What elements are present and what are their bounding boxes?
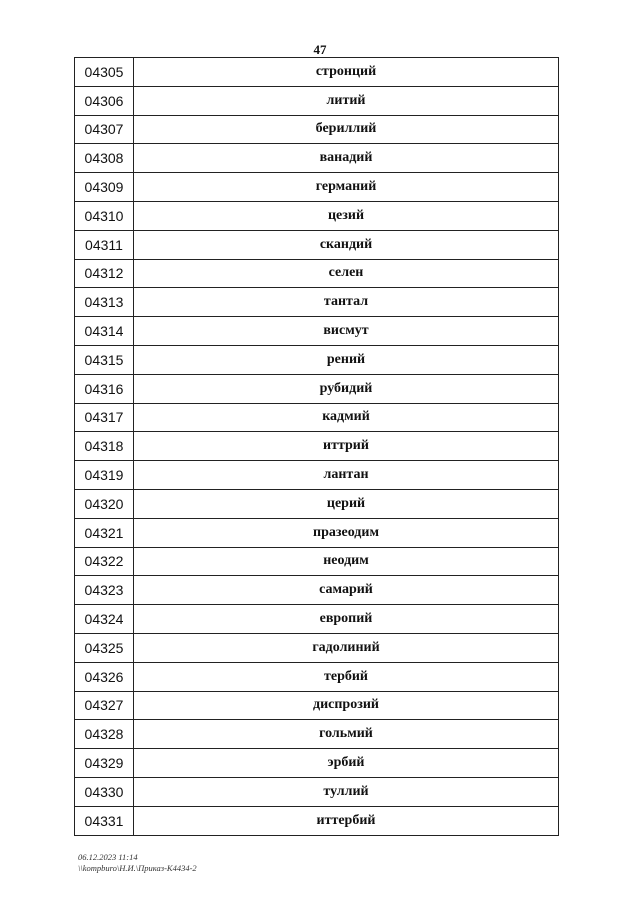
row-code: 04310 [75, 201, 134, 230]
row-element-name: рубидий [134, 374, 559, 403]
row-element-name: стронций [134, 58, 559, 87]
row-code: 04324 [75, 605, 134, 634]
row-code: 04322 [75, 547, 134, 576]
row-code: 04307 [75, 115, 134, 144]
table-row [75, 201, 559, 230]
row-element-name: лантан [134, 461, 559, 490]
row-code: 04331 [75, 806, 134, 835]
row-code: 04313 [75, 288, 134, 317]
row-code: 04319 [75, 461, 134, 490]
table-row [75, 173, 559, 202]
row-code: 04318 [75, 432, 134, 461]
row-element-name: висмут [134, 317, 559, 346]
row-element-name: самарий [134, 576, 559, 605]
table-row [75, 489, 559, 518]
row-element-name: рений [134, 345, 559, 374]
table-row [75, 777, 559, 806]
row-element-name: германий [134, 173, 559, 202]
table-row [75, 58, 559, 87]
row-element-name: гольмий [134, 720, 559, 749]
row-element-name: кадмий [134, 403, 559, 432]
row-code: 04306 [75, 86, 134, 115]
row-code: 04327 [75, 691, 134, 720]
row-code: 04316 [75, 374, 134, 403]
row-code: 04320 [75, 489, 134, 518]
row-element-name: европий [134, 605, 559, 634]
footer-date: 06.12.2023 11:14 [78, 852, 138, 862]
codes-table-body [75, 58, 559, 836]
table-row [75, 288, 559, 317]
row-code: 04312 [75, 259, 134, 288]
table-row [75, 691, 559, 720]
row-code: 04317 [75, 403, 134, 432]
table-row [75, 720, 559, 749]
table-row [75, 259, 559, 288]
row-element-name: селен [134, 259, 559, 288]
table-row [75, 86, 559, 115]
row-element-name: цезий [134, 201, 559, 230]
table-row [75, 317, 559, 346]
row-code: 04330 [75, 777, 134, 806]
row-element-name: празеодим [134, 518, 559, 547]
row-code: 04311 [75, 230, 134, 259]
row-element-name: церий [134, 489, 559, 518]
table-row [75, 374, 559, 403]
table-row [75, 576, 559, 605]
row-code: 04325 [75, 633, 134, 662]
row-code: 04315 [75, 345, 134, 374]
row-code: 04329 [75, 749, 134, 778]
table-row [75, 547, 559, 576]
row-code: 04328 [75, 720, 134, 749]
table-row [75, 518, 559, 547]
page-number: 47 [313, 42, 327, 57]
row-element-name: эрбий [134, 749, 559, 778]
footer-path: \\kompburo\Н.И.\Приказ-К4434-2 [78, 863, 197, 873]
row-element-name: литий [134, 86, 559, 115]
table-row [75, 144, 559, 173]
table-row [75, 662, 559, 691]
row-element-name: туллий [134, 777, 559, 806]
row-code: 04314 [75, 317, 134, 346]
row-code: 04305 [75, 58, 134, 87]
codes-table [74, 57, 559, 836]
row-element-name: гадолиний [134, 633, 559, 662]
row-element-name: неодим [134, 547, 559, 576]
table-row [75, 749, 559, 778]
table-row [75, 345, 559, 374]
table-row [75, 403, 559, 432]
row-element-name: иттербий [134, 806, 559, 835]
row-element-name: диспрозий [134, 691, 559, 720]
row-element-name: тербий [134, 662, 559, 691]
table-row [75, 432, 559, 461]
row-code: 04308 [75, 144, 134, 173]
row-code: 04323 [75, 576, 134, 605]
row-element-name: иттрий [134, 432, 559, 461]
footer [78, 852, 197, 874]
row-element-name: скандий [134, 230, 559, 259]
table-row [75, 230, 559, 259]
table-row [75, 605, 559, 634]
row-code: 04326 [75, 662, 134, 691]
table-row [75, 806, 559, 835]
row-code: 04309 [75, 173, 134, 202]
table-row [75, 115, 559, 144]
row-element-name: ванадий [134, 144, 559, 173]
table-row [75, 633, 559, 662]
row-element-name: бериллий [134, 115, 559, 144]
table-row [75, 461, 559, 490]
row-element-name: тантал [134, 288, 559, 317]
row-code: 04321 [75, 518, 134, 547]
